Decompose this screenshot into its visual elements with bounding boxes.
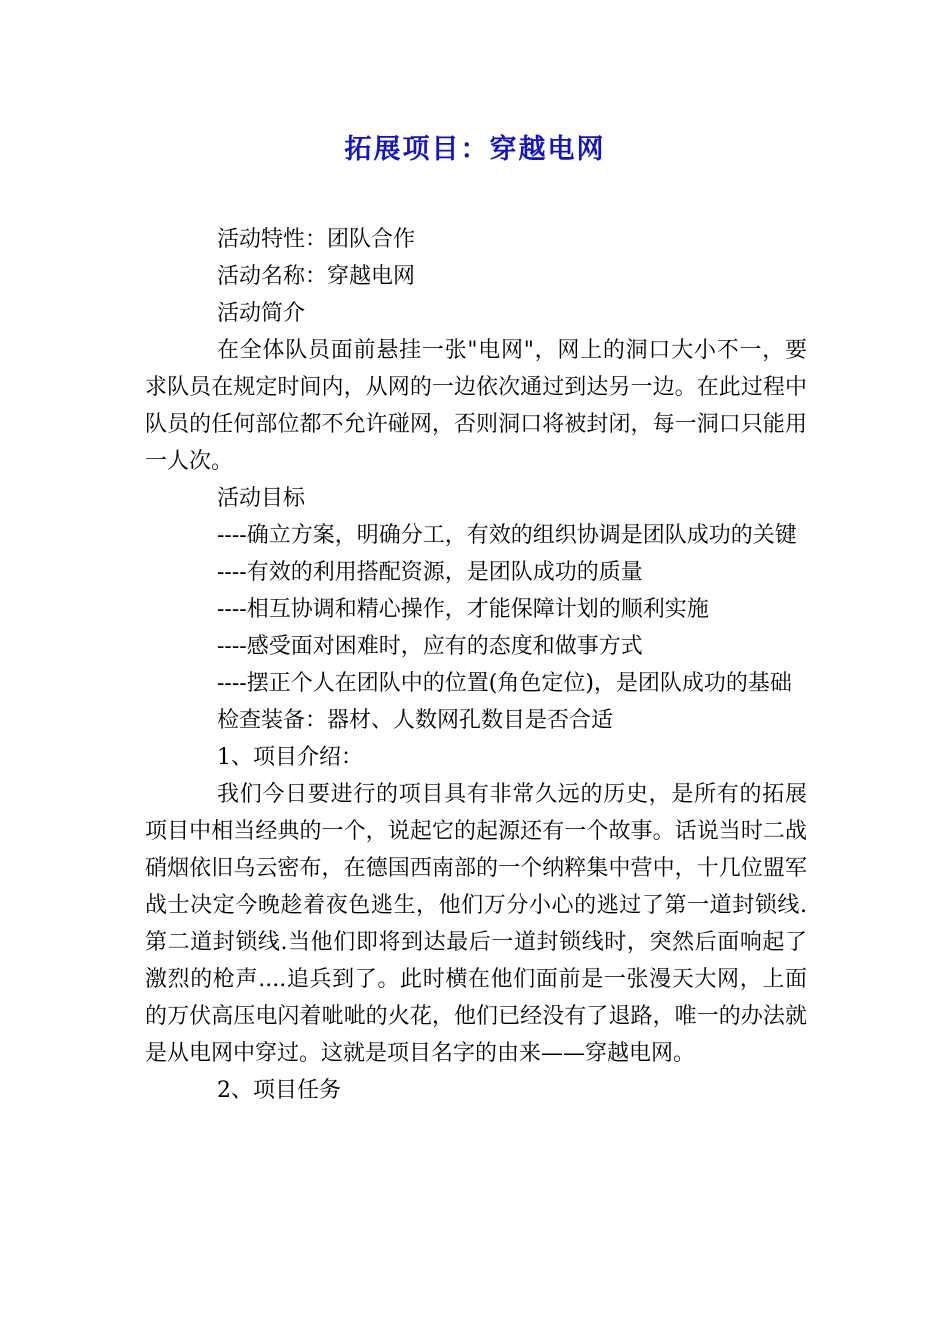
paragraph-goal-1: ----确立方案，明确分工，有效的组织协调是团队成功的关键 <box>217 523 797 548</box>
paragraph-intro-text: 在全体队员面前悬挂一张"电网"，网上的洞口大小不一，要求队员在规定时间内，从网的一边依次通过到达另一边。在此过程中队员的任何部位都不允许碰网，否则洞口将被封闭，每一洞口只能用一人次。 <box>145 338 807 474</box>
paragraph-activity-feature: 活动特性：团队合作 <box>217 227 416 252</box>
paragraph-goal-3: ----相互协调和精心操作，才能保障计划的顺利实施 <box>217 597 709 622</box>
paragraph-goal-5: ----摆正个人在团队中的位置(角色定位)，是团队成功的基础 <box>217 671 792 696</box>
paragraph-intro-heading: 活动简介 <box>217 301 306 326</box>
paragraph-section-1-story: 我们今日要进行的项目具有非常久远的历史，是所有的拓展项目中相当经典的一个，说起它的起源还有一个故事。话说当时二战硝烟依旧乌云密布，在德国西南部的一个纳粹集中营中，十几位盟军战士决定今晚趁着夜色逃生，他们万分小心的逃过了第一道封锁线.第二道封锁线.当他们即将到达最后一道封锁线时，突然后面响起了激烈的枪声....追兵到了。此时横在他们面前是一张漫天大网，上面的万伏高压电闪着呲呲的火花，他们已经没有了退路，唯一的办法就是从电网中穿过。这就是项目名字的由来——穿越电网。 <box>145 782 807 1066</box>
paragraph-section-2-heading: 2、项目任务 <box>217 1078 341 1103</box>
document-title: 拓展项目：穿越电网 <box>344 134 606 165</box>
paragraph-section-1-heading: 1、项目介绍： <box>217 745 363 770</box>
paragraph-goal-2: ----有效的利用搭配资源，是团队成功的质量 <box>217 560 643 585</box>
paragraph-goal-4: ----感受面对困难时，应有的态度和做事方式 <box>217 634 643 659</box>
document-body <box>145 221 807 1109</box>
paragraph-equipment-check: 检查装备：器材、人数网孔数目是否合适 <box>217 708 614 733</box>
paragraph-activity-name: 活动名称：穿越电网 <box>217 264 416 289</box>
paragraph-goals-heading: 活动目标 <box>217 486 306 511</box>
